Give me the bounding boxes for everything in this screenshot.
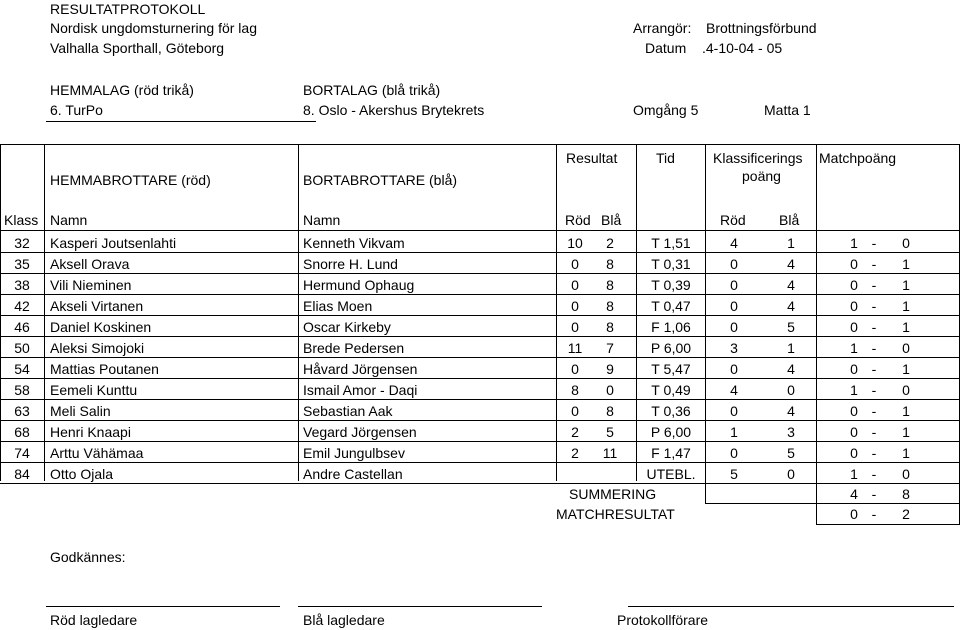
row-klass: 32 bbox=[14, 235, 30, 251]
away-team-label: BORTALAG (blå trikå) bbox=[303, 82, 441, 98]
row-match-red: 1 bbox=[850, 466, 858, 482]
row-match-blue: 1 bbox=[902, 424, 910, 440]
table-row bbox=[0, 295, 960, 316]
row-match-dash: - bbox=[871, 298, 877, 314]
row-home-wrestler: Vili Nieminen bbox=[50, 277, 132, 293]
round-number: Omgång 5 bbox=[633, 102, 699, 118]
row-class-blue: 5 bbox=[787, 445, 795, 461]
row-klass: 63 bbox=[14, 403, 30, 419]
row-class-red: 0 bbox=[730, 319, 738, 335]
row-result-red: 8 bbox=[571, 382, 579, 398]
row-result-red: 11 bbox=[567, 340, 583, 356]
row-home-wrestler: Mattias Poutanen bbox=[50, 361, 159, 377]
row-match-blue: 0 bbox=[902, 340, 910, 356]
row-class-red: 0 bbox=[730, 256, 738, 272]
row-match-blue: 0 bbox=[902, 466, 910, 482]
class-points-header-1: Klassificerings bbox=[713, 150, 803, 166]
col-result-blue: Blå bbox=[601, 212, 622, 228]
table-row bbox=[0, 316, 960, 337]
row-klass: 38 bbox=[14, 277, 30, 293]
row-away-wrestler: Elias Moen bbox=[303, 298, 373, 314]
row-home-wrestler: Arttu Vähämaa bbox=[50, 445, 144, 461]
row-away-wrestler: Hermund Ophaug bbox=[303, 277, 415, 293]
home-wrestler-header: HEMMABROTTARE (röd) bbox=[50, 172, 211, 188]
row-away-wrestler: Sebastian Aak bbox=[303, 403, 393, 419]
row-time: T 0,31 bbox=[651, 256, 691, 272]
row-match-red: 0 bbox=[850, 361, 858, 377]
row-home-wrestler: Akseli Virtanen bbox=[50, 298, 144, 314]
venue: Valhalla Sporthall, Göteborg bbox=[50, 40, 225, 56]
row-match-red: 1 bbox=[850, 235, 858, 251]
row-away-wrestler: Emil Jungulbsev bbox=[303, 445, 405, 461]
row-klass: 42 bbox=[14, 298, 30, 314]
recorder-signature-line bbox=[628, 606, 954, 607]
competition-name: Nordisk ungdomsturnering för lag bbox=[50, 20, 257, 36]
match-points-header: Matchpoäng bbox=[819, 150, 897, 166]
row-match-dash: - bbox=[871, 403, 877, 419]
table-row bbox=[0, 400, 960, 421]
row-match-blue: 1 bbox=[902, 277, 910, 293]
approved-label: Godkännes: bbox=[50, 549, 126, 565]
summary-red: 4 bbox=[850, 486, 858, 502]
row-match-red: 0 bbox=[850, 319, 858, 335]
row-time: F 1,47 bbox=[651, 445, 691, 461]
row-class-blue: 1 bbox=[787, 235, 795, 251]
red-leader-label: Röd lagledare bbox=[50, 612, 138, 628]
row-match-blue: 1 bbox=[902, 319, 910, 335]
row-class-blue: 0 bbox=[787, 382, 795, 398]
row-result-blue: 8 bbox=[606, 298, 614, 314]
row-class-red: 0 bbox=[730, 277, 738, 293]
match-result-dash: - bbox=[871, 506, 877, 522]
row-klass: 35 bbox=[14, 256, 30, 272]
row-match-red: 0 bbox=[850, 256, 858, 272]
row-away-wrestler: Oscar Kirkeby bbox=[303, 319, 391, 335]
row-class-blue: 3 bbox=[787, 424, 795, 440]
row-result-red: 0 bbox=[571, 298, 579, 314]
home-team-label: HEMMALAG (röd trikå) bbox=[50, 82, 194, 98]
date-label: Datum bbox=[645, 40, 687, 56]
row-away-wrestler: Brede Pedersen bbox=[303, 340, 405, 356]
red-leader-signature-line bbox=[46, 606, 280, 607]
col-result-red: Röd bbox=[565, 212, 591, 228]
row-match-blue: 0 bbox=[902, 235, 910, 251]
date-value: .4-10-04 - 05 bbox=[702, 40, 783, 56]
col-name-away: Namn bbox=[303, 212, 341, 228]
row-match-red: 0 bbox=[850, 445, 858, 461]
summary-blue: 8 bbox=[902, 486, 910, 502]
row-time: T 0,39 bbox=[651, 277, 691, 293]
row-match-dash: - bbox=[871, 340, 877, 356]
row-class-blue: 0 bbox=[787, 466, 795, 482]
row-home-wrestler: Eemeli Kunttu bbox=[50, 382, 138, 398]
result-bottom-border bbox=[816, 524, 959, 525]
blue-leader-label: Blå lagledare bbox=[303, 612, 385, 628]
row-result-red: 0 bbox=[571, 361, 579, 377]
row-klass: 68 bbox=[14, 424, 30, 440]
row-time: T 1,51 bbox=[651, 235, 691, 251]
row-result-blue: 8 bbox=[606, 319, 614, 335]
row-match-blue: 0 bbox=[902, 382, 910, 398]
row-result-red: 0 bbox=[571, 256, 579, 272]
row-away-wrestler: Ismail Amor - Daqi bbox=[303, 382, 418, 398]
row-class-red: 0 bbox=[730, 298, 738, 314]
row-result-red: 2 bbox=[571, 424, 579, 440]
table-row bbox=[0, 421, 960, 442]
row-klass: 84 bbox=[14, 466, 30, 482]
row-home-wrestler: Aleksi Simojoki bbox=[50, 340, 145, 356]
row-match-red: 0 bbox=[850, 298, 858, 314]
row-match-red: 0 bbox=[850, 424, 858, 440]
row-time: UTEBL. bbox=[646, 466, 696, 482]
team-underline bbox=[46, 121, 316, 122]
row-match-blue: 1 bbox=[902, 361, 910, 377]
row-class-blue: 5 bbox=[787, 319, 795, 335]
home-team-value: 6. TurPo bbox=[50, 102, 103, 118]
row-class-blue: 4 bbox=[787, 298, 795, 314]
summary-left-border bbox=[705, 481, 706, 504]
row-class-red: 0 bbox=[730, 361, 738, 377]
row-match-dash: - bbox=[871, 466, 877, 482]
class-points-header-2: poäng bbox=[742, 168, 781, 184]
row-class-red: 0 bbox=[730, 445, 738, 461]
row-time: P 6,00 bbox=[650, 340, 692, 356]
row-match-dash: - bbox=[871, 361, 877, 377]
row-time: T 0,36 bbox=[651, 403, 691, 419]
row-class-blue: 4 bbox=[787, 277, 795, 293]
table-row bbox=[0, 379, 960, 400]
row-time: T 5,47 bbox=[651, 361, 691, 377]
row-result-red: 0 bbox=[571, 319, 579, 335]
result-left-border bbox=[816, 481, 817, 525]
match-result-label: MATCHRESULTAT bbox=[556, 506, 675, 522]
row-result-blue: 8 bbox=[606, 256, 614, 272]
row-match-red: 0 bbox=[850, 277, 858, 293]
row-result-blue: 8 bbox=[606, 277, 614, 293]
row-klass: 46 bbox=[14, 319, 30, 335]
row-klass: 74 bbox=[14, 445, 30, 461]
summary-dash: - bbox=[871, 486, 877, 502]
row-match-dash: - bbox=[871, 235, 877, 251]
row-class-red: 3 bbox=[730, 340, 738, 356]
result-header: Resultat bbox=[566, 150, 618, 166]
row-klass: 58 bbox=[14, 382, 30, 398]
time-header: Tid bbox=[656, 150, 675, 166]
col-class-blue: Blå bbox=[779, 212, 800, 228]
table-row bbox=[0, 253, 960, 274]
row-time: T 0,47 bbox=[651, 298, 691, 314]
row-class-red: 4 bbox=[730, 382, 738, 398]
row-time: P 6,00 bbox=[650, 424, 692, 440]
row-class-blue: 4 bbox=[787, 403, 795, 419]
row-time: F 1,06 bbox=[651, 319, 691, 335]
row-result-blue: 2 bbox=[606, 235, 614, 251]
col-class-red: Röd bbox=[720, 212, 746, 228]
row-class-red: 0 bbox=[730, 403, 738, 419]
row-home-wrestler: Kasperi Joutsenlahti bbox=[50, 235, 177, 251]
row-class-blue: 4 bbox=[787, 256, 795, 272]
table-row bbox=[0, 232, 960, 253]
away-wrestler-header: BORTABROTTARE (blå) bbox=[303, 172, 458, 188]
row-away-wrestler: Håvard Jörgensen bbox=[303, 361, 418, 377]
row-result-blue: 9 bbox=[606, 361, 614, 377]
row-result-red: 10 bbox=[567, 235, 583, 251]
row-result-red: 0 bbox=[571, 403, 579, 419]
col-klass: Klass bbox=[4, 212, 39, 228]
row-match-blue: 1 bbox=[902, 256, 910, 272]
table-row bbox=[0, 442, 960, 463]
row-match-red: 0 bbox=[850, 403, 858, 419]
row-match-dash: - bbox=[871, 445, 877, 461]
row-match-red: 1 bbox=[850, 382, 858, 398]
match-result-blue: 2 bbox=[902, 506, 910, 522]
table-row bbox=[0, 358, 960, 379]
row-match-blue: 1 bbox=[902, 298, 910, 314]
row-match-red: 1 bbox=[850, 340, 858, 356]
organizer-label: Arrangör: bbox=[633, 20, 692, 36]
row-result-blue: 7 bbox=[606, 340, 614, 356]
row-class-blue: 4 bbox=[787, 361, 795, 377]
row-result-blue: 11 bbox=[602, 445, 618, 461]
recorder-label: Protokollförare bbox=[617, 612, 709, 628]
row-class-blue: 1 bbox=[787, 340, 795, 356]
row-match-dash: - bbox=[871, 277, 877, 293]
protocol-title: RESULTATPROTOKOLL bbox=[50, 1, 206, 17]
row-match-blue: 1 bbox=[902, 445, 910, 461]
blue-leader-signature-line bbox=[298, 606, 542, 607]
row-result-red: 0 bbox=[571, 277, 579, 293]
summary-separator bbox=[705, 503, 959, 504]
organizer-value: Brottningsförbund bbox=[706, 20, 817, 36]
row-away-wrestler: Kenneth Vikvam bbox=[303, 235, 405, 251]
row-result-blue: 0 bbox=[606, 382, 614, 398]
row-match-blue: 1 bbox=[902, 403, 910, 419]
row-result-blue: 5 bbox=[606, 424, 614, 440]
row-match-dash: - bbox=[871, 256, 877, 272]
table-row bbox=[0, 274, 960, 295]
away-team-value: 8. Oslo - Akershus Brytekrets bbox=[303, 102, 485, 118]
row-result-red: 2 bbox=[571, 445, 579, 461]
table-row bbox=[0, 337, 960, 358]
row-home-wrestler: Henri Knaapi bbox=[50, 424, 131, 440]
row-match-dash: - bbox=[871, 319, 877, 335]
col-name-home: Namn bbox=[50, 212, 88, 228]
match-result-red: 0 bbox=[850, 506, 858, 522]
row-result-blue: 8 bbox=[606, 403, 614, 419]
row-time: T 0,49 bbox=[651, 382, 691, 398]
row-class-red: 1 bbox=[730, 424, 738, 440]
row-home-wrestler: Daniel Koskinen bbox=[50, 319, 152, 335]
row-klass: 50 bbox=[14, 340, 30, 356]
row-away-wrestler: Vegard Jörgensen bbox=[303, 424, 417, 440]
row-home-wrestler: Aksell Orava bbox=[50, 256, 130, 272]
row-home-wrestler: Otto Ojala bbox=[50, 466, 114, 482]
row-class-red: 5 bbox=[730, 466, 738, 482]
row-match-dash: - bbox=[871, 382, 877, 398]
row-match-dash: - bbox=[871, 424, 877, 440]
row-away-wrestler: Snorre H. Lund bbox=[303, 256, 398, 272]
row-class-red: 4 bbox=[730, 235, 738, 251]
row-klass: 54 bbox=[14, 361, 30, 377]
summary-label: SUMMERING bbox=[569, 486, 657, 502]
mat-number: Matta 1 bbox=[764, 102, 811, 118]
row-home-wrestler: Meli Salin bbox=[50, 403, 111, 419]
row-away-wrestler: Andre Castellan bbox=[303, 466, 403, 482]
